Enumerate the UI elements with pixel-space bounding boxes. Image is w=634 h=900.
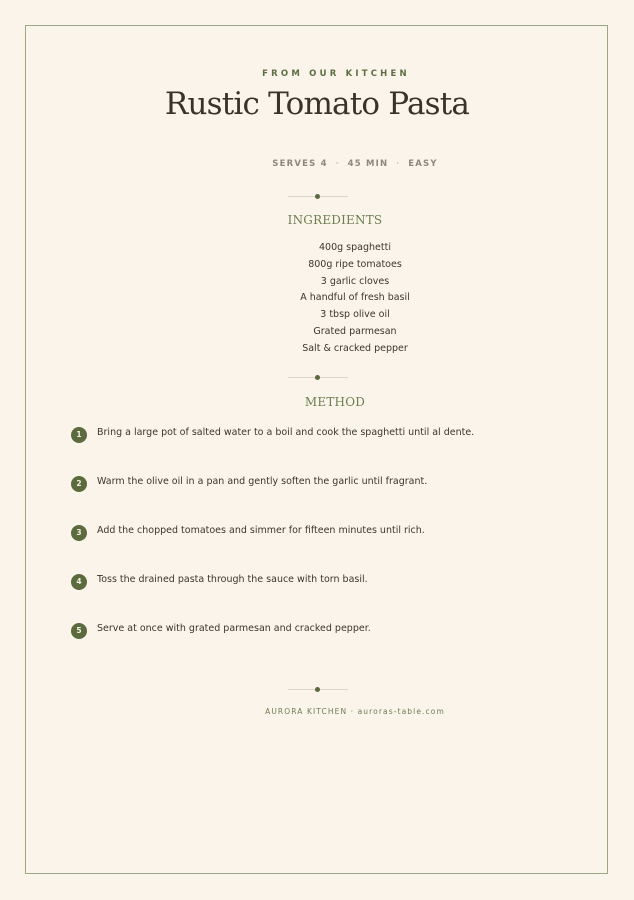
step-number-badge: 5 [71,623,87,639]
servings-label: SERVES 4 [272,159,328,169]
method-step [71,524,591,542]
ornament-divider [288,192,348,201]
step-number-badge: 4 [71,574,87,590]
step-text: Serve at once with grated parmesan and cracked pepper. [97,623,371,634]
difficulty-label: EASY [408,159,438,169]
step-number-badge: 3 [71,525,87,541]
footer-signature: AURORA KITCHEN · auroras-table.com [265,707,445,716]
method-step [71,622,591,640]
recipe-meta [0,159,634,169]
step-text: Add the chopped tomatoes and simmer for fifteen minutes until rich. [97,525,425,536]
meta-separator: · [396,159,401,169]
ingredient-item: Grated parmesan [313,325,397,337]
recipe-title: Rustic Tomato Pasta [164,86,470,122]
time-label: 45 MIN [347,159,389,169]
method-step [71,426,591,444]
step-number-badge: 2 [71,476,87,492]
ingredient-item: Salt & cracked pepper [302,342,408,354]
method-heading: METHOD [304,395,366,409]
ingredients-list [255,240,455,358]
ingredient-item: 3 tbsp olive oil [320,309,390,321]
ingredient-item: 400g spaghetti [319,242,391,253]
step-text: Warm the olive oil in a pan and gently soften the garlic until fragrant. [97,476,428,487]
method-step [71,475,591,493]
ingredients-heading: INGREDIENTS [287,213,383,227]
step-number-badge: 1 [71,427,87,443]
ingredient-item: 3 garlic cloves [320,275,390,287]
step-text: Bring a large pot of salted water to a boil and cook the spaghetti until al dente. [97,427,475,438]
method-step [71,573,591,591]
ingredient-item: A handful of fresh basil [300,292,410,304]
page-frame [25,25,608,874]
eyebrow-label: FROM OUR KITCHEN [262,69,410,79]
ornament-divider [288,685,348,694]
ornament-divider [288,373,348,382]
ingredient-item: 800g ripe tomatoes [308,258,402,270]
step-text: Toss the drained pasta through the sauce with torn basil. [97,574,368,585]
meta-separator: · [335,159,340,169]
